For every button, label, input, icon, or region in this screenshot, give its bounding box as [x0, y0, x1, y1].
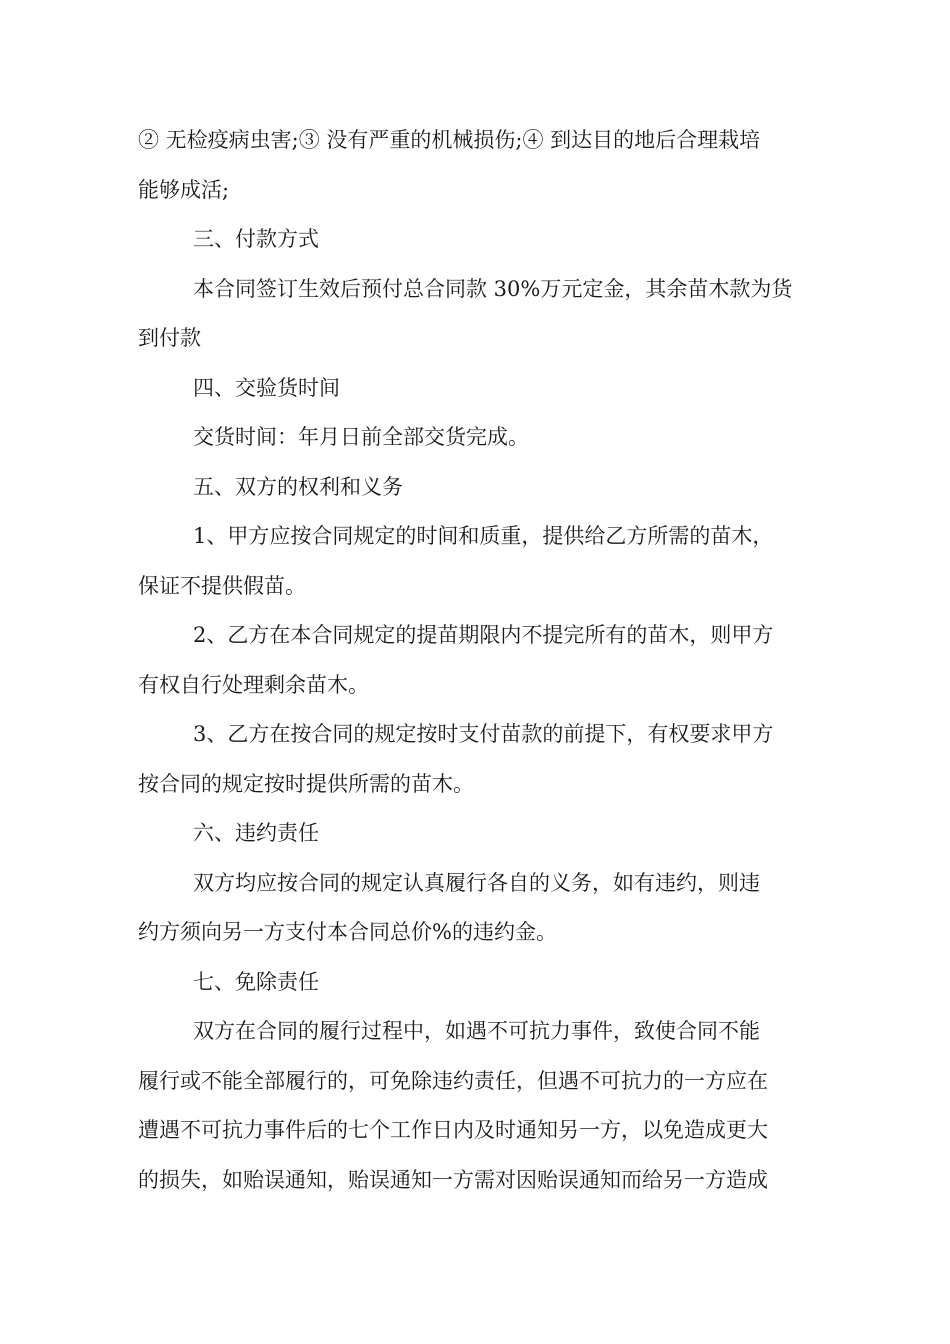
section-heading-delivery: 四、交验货时间	[193, 376, 340, 400]
paragraph-line: 交货时间：年月日前全部交货完成。	[193, 425, 529, 449]
paragraph-line: 能够成活;	[138, 178, 230, 202]
paragraph-line: 保证不提供假苗。	[138, 574, 306, 598]
paragraph-line: 履行或不能全部履行的，可免除违约责任，但遇不可抗力的一方应在	[138, 1069, 768, 1093]
paragraph-line: 3、乙方在按合同的规定按时支付苗款的前提下，有权要求甲方	[193, 722, 774, 746]
paragraph-line: 有权自行处理剩余苗木。	[138, 673, 369, 697]
paragraph-line: 的损失，如贻误通知，贻误通知一方需对因贻误通知而给另一方造成	[138, 1168, 768, 1192]
paragraph-line: 遭遇不可抗力事件后的七个工作日内及时通知另一方，以免造成更大	[138, 1118, 768, 1142]
section-heading-breach: 六、违约责任	[193, 821, 319, 845]
paragraph-line: 到付款	[138, 326, 201, 350]
paragraph-line: 2、乙方在本合同规定的提苗期限内不提完所有的苗木，则甲方	[193, 623, 774, 647]
paragraph-line: 双方均应按合同的规定认真履行各自的义务，如有违约，则违	[193, 871, 760, 895]
section-heading-payment: 三、付款方式	[193, 227, 319, 251]
section-heading-rights: 五、双方的权利和义务	[193, 475, 403, 499]
paragraph-line: ② 无检疫病虫害;③ 没有严重的机械损伤;④ 到达目的地后合理栽培	[138, 128, 761, 152]
section-heading-exemption: 七、免除责任	[193, 970, 319, 994]
paragraph-line: 1、甲方应按合同规定的时间和质重，提供给乙方所需的苗木，	[193, 524, 774, 548]
paragraph-line: 本合同签订生效后预付总合同款 30%万元定金，其余苗木款为货	[193, 277, 793, 301]
paragraph-line: 约方须向另一方支付本合同总价%的违约金。	[138, 920, 557, 944]
paragraph-line: 按合同的规定按时提供所需的苗木。	[138, 772, 474, 796]
paragraph-line: 双方在合同的履行过程中，如遇不可抗力事件，致使合同不能	[193, 1019, 760, 1043]
